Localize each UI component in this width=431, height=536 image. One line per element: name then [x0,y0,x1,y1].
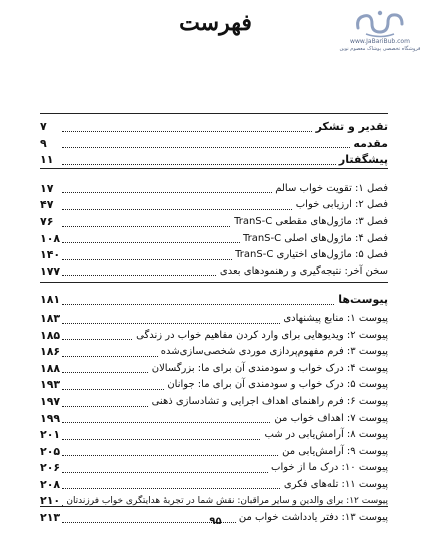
bottom-rule [40,506,388,507]
toc-entry-chapter-2[interactable]: فصل ۲: ارزیابی خواب ۴۷ [40,197,388,214]
toc-entry-final-word[interactable]: سخن آخر: نتیجه‌گیری و رهنمودهای بعدی ۱۷۷ [40,264,388,281]
toc-entry-appendix-1[interactable]: پیوست ۱: منابع پیشنهادی ۱۸۳ [40,311,388,328]
toc-entry-appendix-6[interactable]: پیوست ۶: فرم راهنمای اهداف اجرایی و تشادسازی ذهنی ۱۹۷ [40,394,388,411]
toc-entry-appendix-12[interactable]: پیوست ۱۲: برای والدین و سایر مراقبان: نقش شما در تجربهٔ هدایتگری خواب فرزندتان ۲۱۰ [40,493,388,510]
toc-entry-chapter-4[interactable]: فصل ۴: ماژول‌های اصلی TranS-C ۱۰۸ [40,231,388,248]
toc-entry-appendix-11[interactable]: پیوست ۱۱: تله‌های فکری ۲۰۸ [40,477,388,494]
toc-entry-appendix-8[interactable]: پیوست ۸: آرامش‌یابی در شب ۲۰۱ [40,427,388,444]
rule-after-front-matter [40,168,388,169]
toc-entry-chapter-1[interactable]: فصل ۱: تقویت خواب سالم ۱۷ [40,181,388,198]
toc-entry-chapter-5[interactable]: فصل ۵: ماژول‌های اختیاری TranS-C ۱۴۰ [40,247,388,264]
logo-tagline: فروشگاه تخصصی پوشاک معصوم نوین [339,46,421,52]
toc-entry-introduction[interactable]: مقدمه ۹ [40,136,388,153]
toc-entry-appendix-4[interactable]: پیوست ۴: درک خواب و سودمندی آن برای ما: بزرگسالان ۱۸۸ [40,361,388,378]
rule-after-chapters [40,282,388,283]
toc-entry-appendix-3[interactable]: پیوست ۳: فرم مفهوم‌پردازی موردی شخصی‌سازی‌شده ۱۸۶ [40,344,388,361]
toc-entry-preface[interactable]: پیشگفتار ۱۱ [40,152,388,169]
top-rule [40,113,388,114]
toc-entry-chapter-3[interactable]: فصل ۳: ماژول‌های مقطعی TranS-C ۷۶ [40,214,388,231]
table-of-contents [40,119,388,527]
toc-entry-acknowledgements[interactable]: تقدیر و تشکر ۷ [40,119,388,136]
logo-url: www.JaBariBub.com [350,38,410,45]
toc-entry-appendix-7[interactable]: پیوست ۷: اهداف خواب من ۱۹۹ [40,411,388,428]
toc-entry-appendices[interactable]: پیوست‌ها ۱۸۱ [40,292,388,309]
publisher-logo [338,6,422,58]
page-title: فهرست [179,10,252,36]
logo-mark-icon [350,6,410,40]
page-number: ۹۵ [209,516,222,527]
toc-entry-appendix-9[interactable]: پیوست ۹: آرامش‌یابی من ۲۰۵ [40,444,388,461]
toc-entry-appendix-10[interactable]: پیوست ۱۰: درک ما از خواب ۲۰۶ [40,460,388,477]
toc-entry-appendix-2[interactable]: پیوست ۲: ویدیوهایی برای وارد کردن مفاهیم خواب در زندگی ۱۸۵ [40,328,388,345]
toc-entry-appendix-13[interactable]: پیوست ۱۳: دفتر یادداشت خواب من ۲۱۳ [40,510,388,527]
toc-entry-appendix-5[interactable]: پیوست ۵: درک خواب و سودمندی آن برای ما: جوانان ۱۹۳ [40,377,388,394]
